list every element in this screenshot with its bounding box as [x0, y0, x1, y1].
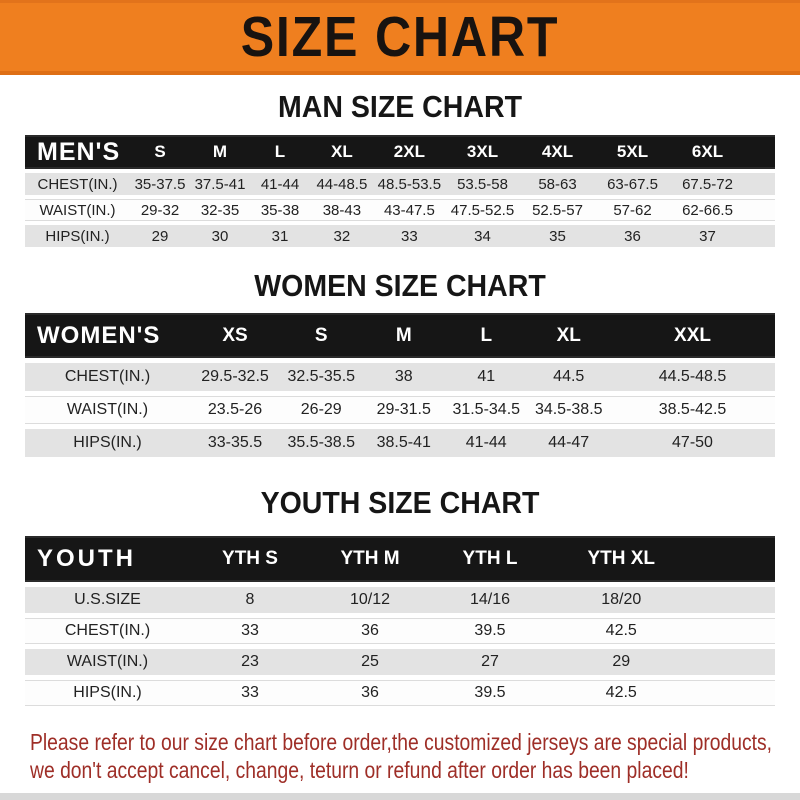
size-chart-banner [0, 0, 800, 75]
row-label: HIPS(IN.) [25, 680, 190, 706]
size-cell: 38.5-41 [363, 429, 446, 457]
size-cell: 41-44 [250, 173, 310, 195]
size-cell: 33 [374, 225, 445, 247]
section-heading-youth: YOUTH SIZE CHART [260, 485, 540, 520]
size-column-header: XL [528, 313, 611, 358]
size-cell: 35.5-38.5 [280, 429, 363, 457]
table-row [25, 429, 775, 457]
size-cell: 37.5-41 [190, 173, 250, 195]
size-cell: 42.5 [550, 618, 693, 644]
section-women [0, 268, 800, 462]
size-cell: 38 [363, 363, 446, 391]
size-cell: 23 [190, 649, 310, 675]
table-row [25, 363, 775, 391]
size-cell: 62-66.5 [670, 199, 745, 221]
size-cell: 25 [310, 649, 430, 675]
size-cell: 38.5-42.5 [610, 396, 775, 424]
size-cell: 34.5-38.5 [528, 396, 611, 424]
size-cell: 37 [670, 225, 745, 247]
size-cell: 36 [595, 225, 670, 247]
size-cell: 30 [190, 225, 250, 247]
table-header-label: YOUTH [25, 536, 190, 582]
row-label: CHEST(IN.) [25, 173, 130, 195]
size-cell: 52.5-57 [520, 199, 595, 221]
size-cell: 57-62 [595, 199, 670, 221]
women-size-table [25, 308, 775, 462]
man-size-table [25, 131, 775, 251]
row-label: WAIST(IN.) [25, 396, 190, 424]
size-column-header: YTH S [190, 536, 310, 582]
size-cell: 18/20 [550, 587, 693, 613]
size-column-header: XXL [610, 313, 775, 358]
row-label: CHEST(IN.) [25, 618, 190, 644]
footer-note [30, 728, 800, 784]
table-row [25, 618, 775, 644]
row-label: WAIST(IN.) [25, 199, 130, 221]
section-youth [0, 485, 800, 711]
table-row [25, 680, 775, 706]
size-cell: 53.5-58 [445, 173, 520, 195]
section-heading-women: WOMEN SIZE CHART [254, 268, 546, 303]
size-cell: 67.5-72 [670, 173, 745, 195]
size-cell: 58-63 [520, 173, 595, 195]
size-cell: 44.5 [528, 363, 611, 391]
size-column-header: L [250, 135, 310, 169]
size-cell [693, 680, 776, 706]
row-label: HIPS(IN.) [25, 429, 190, 457]
size-column-header [745, 135, 775, 169]
table-header-row [25, 536, 775, 582]
size-cell [745, 225, 775, 247]
size-cell: 8 [190, 587, 310, 613]
size-cell: 31 [250, 225, 310, 247]
size-cell: 44-48.5 [310, 173, 374, 195]
size-column-header: L [445, 313, 528, 358]
row-label: U.S.SIZE [25, 587, 190, 613]
size-column-header: S [130, 135, 190, 169]
size-cell: 48.5-53.5 [374, 173, 445, 195]
size-cell: 32 [310, 225, 374, 247]
footer-line-2: we don't accept cancel, change, teturn or refund after order has been placed! [30, 757, 689, 783]
size-column-header: M [363, 313, 446, 358]
size-cell: 34 [445, 225, 520, 247]
size-cell: 27 [430, 649, 550, 675]
size-cell: 33 [190, 680, 310, 706]
table-row [25, 396, 775, 424]
size-column-header: YTH L [430, 536, 550, 582]
size-column-header: XL [310, 135, 374, 169]
row-label: HIPS(IN.) [25, 225, 130, 247]
size-column-header: 6XL [670, 135, 745, 169]
size-cell [745, 199, 775, 221]
table-row [25, 587, 775, 613]
size-cell: 31.5-34.5 [445, 396, 528, 424]
size-column-header: 4XL [520, 135, 595, 169]
size-column-header [693, 536, 776, 582]
footer-line-1: Please refer to our size chart before order,the customized jerseys are special products, [30, 729, 773, 755]
size-cell: 29-31.5 [363, 396, 446, 424]
size-cell: 43-47.5 [374, 199, 445, 221]
table-row [25, 649, 775, 675]
youth-size-table [25, 531, 775, 711]
size-cell [693, 649, 776, 675]
size-cell: 41 [445, 363, 528, 391]
size-cell [693, 618, 776, 644]
section-heading-man: MAN SIZE CHART [277, 89, 523, 124]
size-cell: 32-35 [190, 199, 250, 221]
size-cell: 36 [310, 680, 430, 706]
size-cell: 23.5-26 [190, 396, 280, 424]
size-cell: 32.5-35.5 [280, 363, 363, 391]
size-cell: 44.5-48.5 [610, 363, 775, 391]
section-man [0, 89, 800, 251]
size-cell: 10/12 [310, 587, 430, 613]
size-cell: 44-47 [528, 429, 611, 457]
table-header-label: MEN'S [25, 135, 130, 169]
size-column-header: 5XL [595, 135, 670, 169]
table-row [25, 225, 775, 247]
size-cell: 29.5-32.5 [190, 363, 280, 391]
size-column-header: M [190, 135, 250, 169]
size-column-header: YTH XL [550, 536, 693, 582]
size-cell: 39.5 [430, 618, 550, 644]
table-header-row [25, 135, 775, 169]
table-row [25, 199, 775, 221]
size-column-header: YTH M [310, 536, 430, 582]
size-cell: 14/16 [430, 587, 550, 613]
table-header-label: WOMEN'S [25, 313, 190, 358]
size-cell: 41-44 [445, 429, 528, 457]
size-cell: 35-37.5 [130, 173, 190, 195]
size-cell: 29 [550, 649, 693, 675]
size-column-header: 3XL [445, 135, 520, 169]
size-cell: 47.5-52.5 [445, 199, 520, 221]
size-cell: 29-32 [130, 199, 190, 221]
size-cell: 29 [130, 225, 190, 247]
size-cell: 26-29 [280, 396, 363, 424]
size-cell: 35-38 [250, 199, 310, 221]
bottom-strip [0, 793, 800, 800]
table-row [25, 173, 775, 195]
size-cell: 36 [310, 618, 430, 644]
size-cell [745, 173, 775, 195]
size-cell: 47-50 [610, 429, 775, 457]
size-cell: 39.5 [430, 680, 550, 706]
size-cell [693, 587, 776, 613]
size-cell: 33-35.5 [190, 429, 280, 457]
table-header-row [25, 313, 775, 358]
row-label: WAIST(IN.) [25, 649, 190, 675]
size-cell: 33 [190, 618, 310, 644]
size-cell: 38-43 [310, 199, 374, 221]
size-column-header: 2XL [374, 135, 445, 169]
size-cell: 63-67.5 [595, 173, 670, 195]
banner-title: SIZE CHART [240, 5, 560, 69]
size-column-header: S [280, 313, 363, 358]
size-column-header: XS [190, 313, 280, 358]
size-cell: 35 [520, 225, 595, 247]
size-cell: 42.5 [550, 680, 693, 706]
row-label: CHEST(IN.) [25, 363, 190, 391]
